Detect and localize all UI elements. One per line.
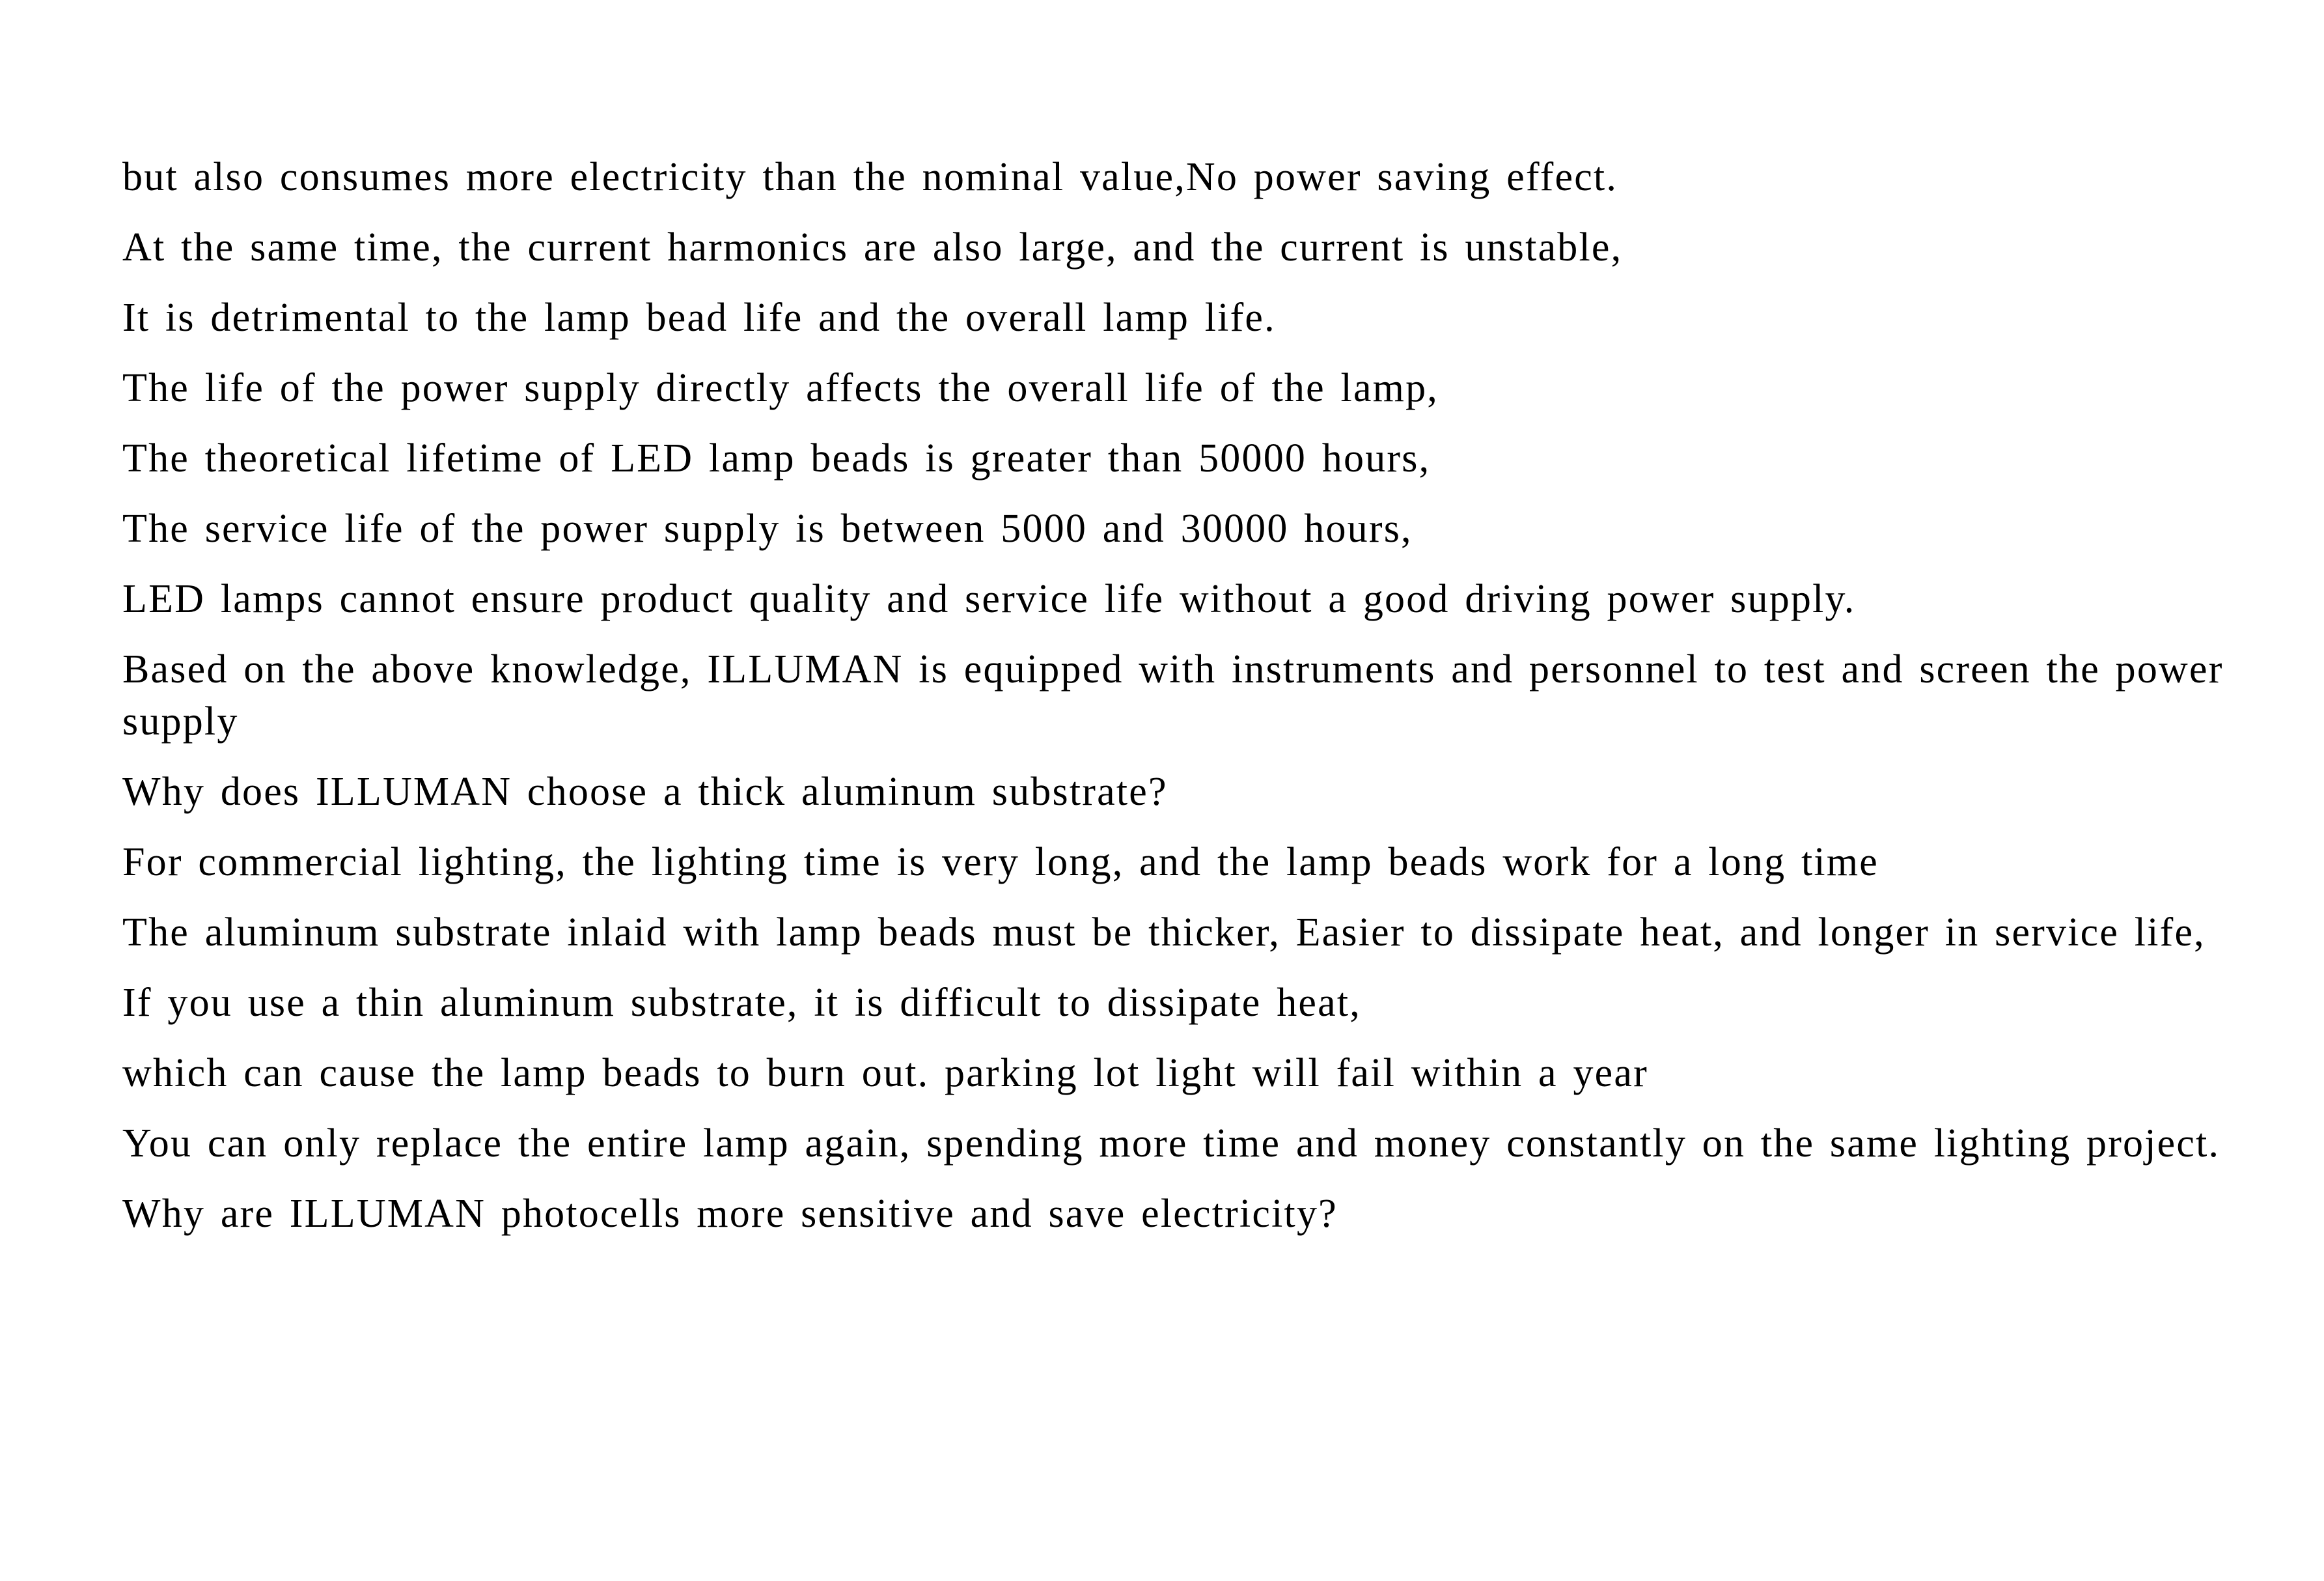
- paragraph-14: You can only replace the entire lamp again, spending more time and money constantly on the same lighting project.: [122, 1121, 2220, 1166]
- paragraph-13: which can cause the lamp beads to burn out. parking lot light will fail within a year: [122, 1051, 1648, 1095]
- question-heading-photocells: Why are ILLUMAN photocells more sensitive and save electricity?: [122, 1192, 1338, 1236]
- paragraph-11: The aluminum substrate inlaid with lamp beads must be thicker, Easier to dissipate heat, and longer in service life,: [122, 910, 2206, 955]
- paragraph-2: At the same time, the current harmonics are also large, and the current is unstable,: [122, 225, 1623, 270]
- document-body: [122, 151, 2238, 1258]
- question-heading-aluminum: Why does ILLUMAN choose a thick aluminum substrate?: [122, 770, 1168, 814]
- paragraph-4: The life of the power supply directly affects the overall life of the lamp,: [122, 366, 1439, 410]
- paragraph-3: It is detrimental to the lamp bead life and the overall lamp life.: [122, 296, 1276, 340]
- paragraph-1: but also consumes more electricity than the nominal value,No power saving effect.: [122, 155, 1618, 199]
- paragraph-8: Based on the above knowledge, ILLUMAN is equipped with instruments and personnel to test and screen the power supply: [122, 647, 2224, 744]
- paragraph-6: The service life of the power supply is between 5000 and 30000 hours,: [122, 507, 1413, 551]
- paragraph-7: LED lamps cannot ensure product quality and service life without a good driving power supply.: [122, 577, 1856, 621]
- paragraph-10: For commercial lighting, the lighting time is very long, and the lamp beads work for a long time: [122, 840, 1879, 884]
- paragraph-12: If you use a thin aluminum substrate, it is difficult to dissipate heat,: [122, 981, 1361, 1025]
- paragraph-5: The theoretical lifetime of LED lamp beads is greater than 50000 hours,: [122, 436, 1431, 481]
